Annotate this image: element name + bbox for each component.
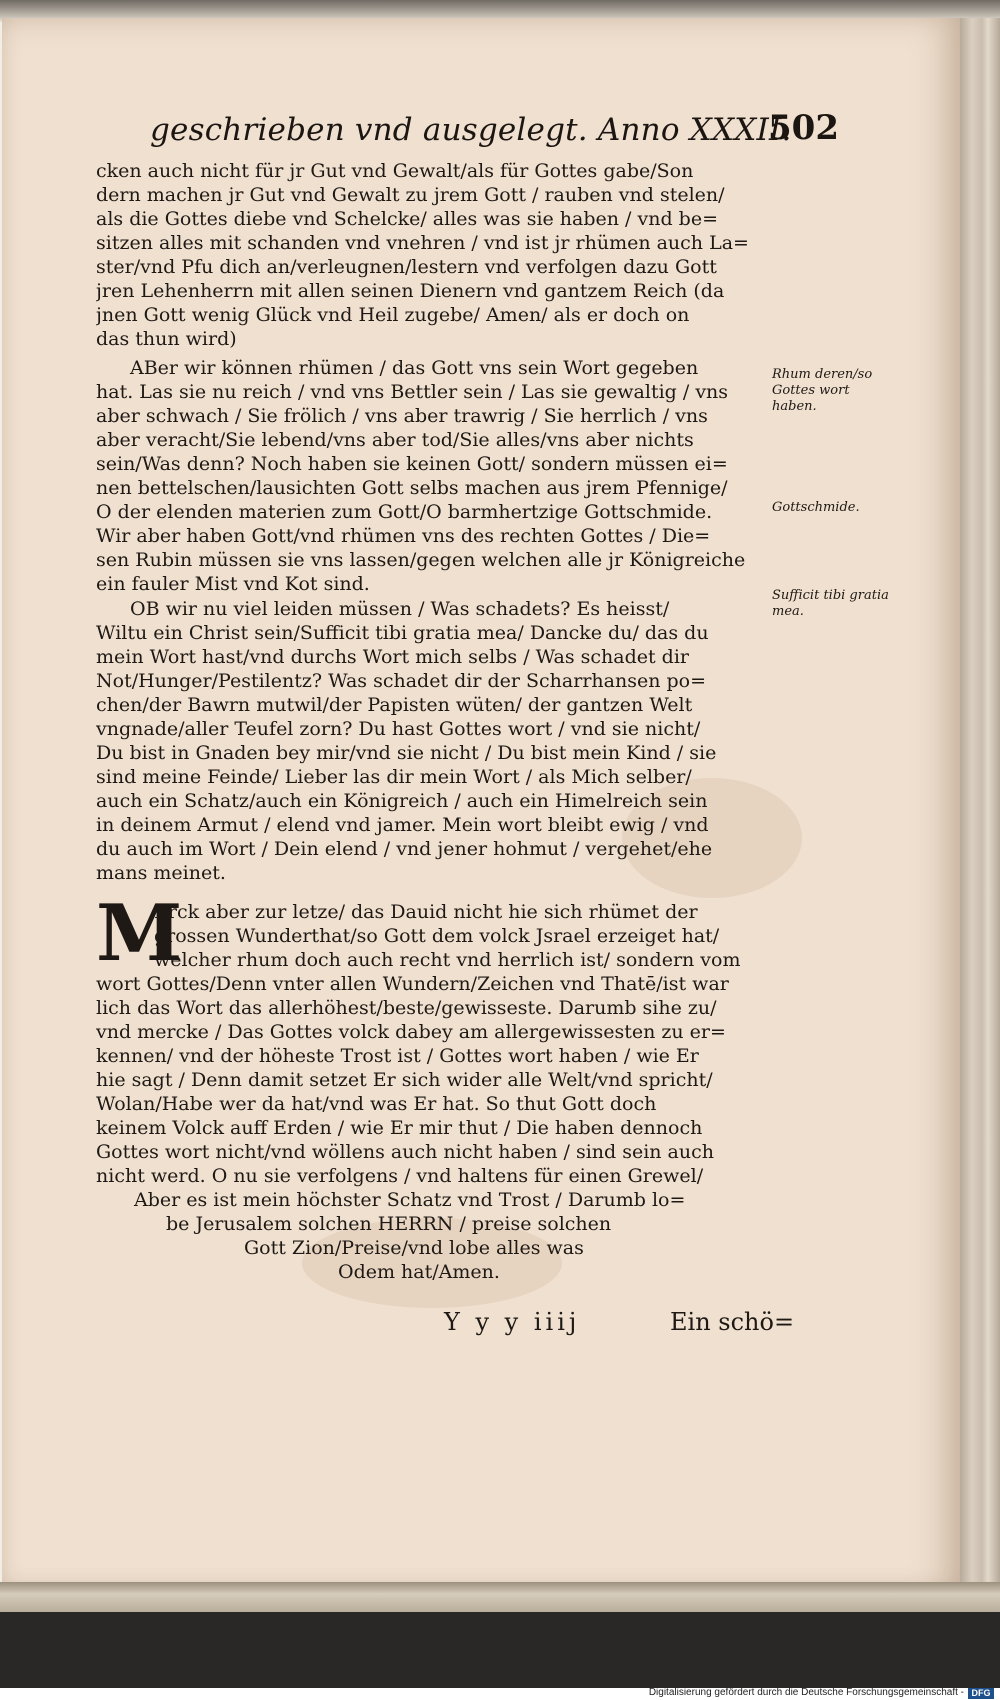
text-line: in deinem Armut / elend vnd jamer. Mein wort bleibt ewig / vnd [96, 814, 709, 836]
text-line: Wolan/Habe wer da hat/vnd was Er hat. So thut Gott doch [96, 1093, 657, 1115]
funding-credit: Digitalisierung gefördert durch die Deutsche Forschungsgemeinschaft - [648, 1687, 964, 1698]
margin-note-rhum [772, 367, 962, 415]
margin-note-line: haben. [772, 399, 817, 414]
text-line: ster/vnd Pfu dich an/verleugnen/lestern vnd verfolgen dazu Gott [96, 256, 717, 278]
text-line: vngnade/aller Teufel zorn? Du hast Gottes wort / vnd sie nicht/ [96, 718, 701, 740]
text-line: sitzen alles mit schanden vnd vnehren / vnd ist jr rhümen auch La= [96, 232, 749, 254]
drop-capital: M [96, 888, 183, 979]
text-line: Not/Hunger/Pestilentz? Was schadet dir der Scharrhansen po= [96, 670, 707, 692]
text-line: aber schwach / Sie frölich / vns aber trawrig / Sie herrlich / vns [96, 405, 708, 427]
text-line: Du bist in Gnaden bey mir/vnd sie nicht / Du bist mein Kind / sie [96, 742, 717, 764]
text-line: nen bettelschen/lausichten Gott selbs machen aus jrem Pfennige/ [96, 477, 728, 499]
text-line: auch ein Schatz/auch ein Königreich / auch ein Himelreich sein [96, 790, 708, 812]
text-line: Wir aber haben Gott/vnd rhümen vns des rechten Gottes / Die= [96, 525, 711, 547]
text-line: cken auch nicht für jr Gut vnd Gewalt/als für Gottes gabe/Son [96, 160, 694, 182]
paragraph-d [96, 888, 766, 1188]
text-line: sind meine Feinde/ Lieber las dir mein Wort / als Mich selber/ [96, 766, 692, 788]
text-line: das thun wird) [96, 328, 237, 350]
text-line: Erck aber zur letze/ das Dauid nicht hie sich rhümet der [154, 901, 698, 923]
text-line: Gottes wort nicht/vnd wöllens auch nicht haben / sind sein auch [96, 1141, 715, 1163]
margin-note-gottschmide: Gottschmide. [772, 500, 860, 515]
text-line: welcher rhum doch auch recht vnd herrlich ist/ sondern vom [154, 949, 741, 971]
signature-mark: Y y y iiij [444, 1308, 581, 1336]
text-line: hie sagt / Denn damit setzet Er sich wider alle Welt/vnd spricht/ [96, 1069, 713, 1091]
text-line: grossen Wunderthat/so Gott dem volck Jsrael erzeiget hat/ [154, 925, 720, 947]
text-line: mein Wort hast/vnd durchs Wort mich selbs / Was schadet dir [96, 646, 689, 668]
text-line: dern machen jr Gut vnd Gewalt zu jrem Gott / rauben vnd stelen/ [96, 184, 725, 206]
text-line: O der elenden materien zum Gott/O barmhertzige Gottschmide. [96, 501, 713, 523]
margin-note-sufficit [772, 588, 962, 620]
text-line: sein/Was denn? Noch haben sie keinen Gott/ sondern müssen ei= [96, 453, 728, 475]
text-line: chen/der Bawrn mutwil/der Papisten wüten/ der gantzen Welt [96, 694, 693, 716]
closing-line: Aber es ist mein höchster Schatz vnd Trost / Darumb lo= [134, 1189, 686, 1211]
text-line: ABer wir können rhümen / das Gott vns sein Wort gegeben [130, 357, 699, 379]
closing-line: Gott Zion/Preise/vnd lobe alles was [244, 1237, 584, 1259]
text-line: Wiltu ein Christ sein/Sufficit tibi gratia mea/ Dancke du/ das du [96, 622, 709, 644]
text-line: wort Gottes/Denn vnter allen Wundern/Zeichen vnd Thatē/ist war [96, 973, 729, 995]
text-line: als die Gottes diebe vnd Schelcke/ alles was sie haben / vnd be= [96, 208, 718, 230]
text-line: lich das Wort das allerhöhest/beste/gewisseste. Darumb sihe zu/ [96, 997, 717, 1019]
text-line: sen Rubin müssen sie vns lassen/gegen welchen alle jr Königreiche [96, 549, 746, 571]
text-line: ein fauler Mist vnd Kot sind. [96, 573, 370, 595]
text-line: aber veracht/Sie lebend/vns aber tod/Sie alles/vns aber nichts [96, 429, 694, 451]
text-line: keinem Volck auff Erden / wie Er mir thut / Die haben dennoch [96, 1117, 703, 1139]
page-edge-right [960, 18, 1000, 1598]
paragraph-b [96, 356, 766, 596]
paragraph-c [96, 597, 766, 885]
margin-note-line: Gottes wort [772, 383, 850, 398]
dfg-logo: DFG [968, 1688, 994, 1699]
text-line: du auch im Wort / Dein elend / vnd jener hohmut / vergehet/ehe [96, 838, 713, 860]
text-line: hat. Las sie nu reich / vnd vns Bettler sein / Las sie gewaltig / vns [96, 381, 729, 403]
text-line: OB wir nu viel leiden müssen / Was schadets? Es heisst/ [130, 598, 670, 620]
catchword: Ein schö= [670, 1308, 795, 1336]
text-line: mans meinet. [96, 862, 226, 884]
text-line: vnd mercke / Das Gottes volck dabey am allergewissesten zu er= [96, 1021, 726, 1043]
closing-line: Odem hat/Amen. [338, 1261, 500, 1283]
text-line: kennen/ vnd der höheste Trost ist / Gottes wort haben / wie Er [96, 1045, 699, 1067]
page-edge-bottom [0, 1582, 1000, 1612]
margin-note-line: Rhum deren/so [772, 367, 873, 382]
margin-note-line: Sufficit tibi gratia [772, 588, 889, 603]
margin-note-line: mea. [772, 604, 804, 619]
page-number: 502 [768, 108, 839, 148]
running-head: geschrieben vnd ausgelegt. Anno XXXII. [150, 112, 792, 148]
closing-line: be Jerusalem solchen HERRN / preise solchen [166, 1213, 612, 1235]
text-line: nicht werd. O nu sie verfolgens / vnd haltens für einen Grewel/ [96, 1165, 704, 1187]
text-line: jren Lehenherrn mit allen seinen Dienern vnd gantzem Reich (da [96, 280, 725, 302]
text-line: jnen Gott wenig Glück vnd Heil zugebe/ Amen/ als er doch on [96, 304, 690, 326]
paragraph-a [96, 159, 766, 351]
